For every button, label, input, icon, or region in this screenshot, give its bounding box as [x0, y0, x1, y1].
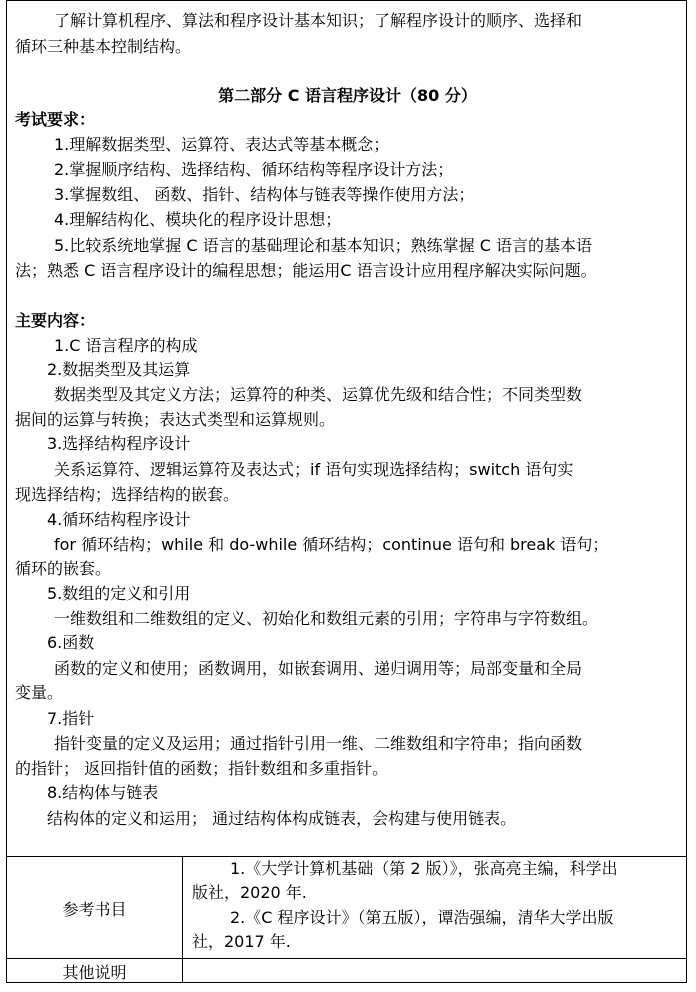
content-line: 1.C 语言程序的构成	[54, 336, 198, 355]
content-line: 现选择结构；选择结构的嵌套。	[15, 485, 240, 504]
content-line: 据间的运算与转换；表达式类型和运算规则。	[15, 410, 336, 429]
requirements-heading: 考试要求：	[15, 110, 96, 129]
content-line: 4.循环结构程序设计	[47, 510, 191, 529]
contents-heading: 主要内容：	[15, 311, 96, 330]
reference-line: 2.《C 程序设计》（第五版），谭浩强编，清华大学出版	[230, 908, 614, 927]
requirement-item: 3.掌握数组、 函数、指针、结构体与链表等操作使用方法；	[54, 185, 475, 204]
requirement-item: 1.理解数据类型、运算符、表达式等基本概念；	[54, 135, 390, 154]
content-line: 结构体的定义和运用； 通过结构体构成链表，会构建与使用链表。	[47, 809, 517, 828]
intro-line: 了解计算机程序、算法和程序设计基本知识；了解程序设计的顺序、选择和	[54, 11, 583, 30]
content-line: 变量。	[15, 683, 64, 702]
requirement-item: 5.比较系统地掌握 C 语言的基础理论和基本知识；熟练掌握 C 语言的基本语	[54, 236, 592, 255]
content-line: 一维数组和二维数组的定义、初始化和数组元素的引用；字符串与字符数组。	[54, 609, 599, 628]
content-line: 函数的定义和使用；函数调用，如嵌套调用、递归调用等；局部变量和全局	[54, 659, 583, 678]
references-row	[7, 857, 686, 959]
content-line: 3.选择结构程序设计	[47, 434, 191, 453]
requirement-item: 2.掌握顺序结构、选择结构、循环结构等程序设计方法；	[54, 160, 454, 179]
content-line: 关系运算符、逻辑运算符及表达式；if 语句实现选择结构；switch 语句实	[54, 460, 574, 479]
content-line: 数据类型及其定义方法；运算符的种类、运算优先级和结合性；不同类型数	[54, 385, 583, 404]
reference-line: 社，2017 年.	[192, 932, 291, 951]
content-line: 的指针； 返回指针值的函数；指针数组和多重指针。	[15, 759, 389, 778]
content-line: 5.数组的定义和引用	[47, 584, 191, 603]
syllabus-table	[6, 0, 687, 983]
part-title: 第二部分 C 语言程序设计（80 分）	[218, 86, 477, 105]
requirement-item: 法；熟悉 C 语言程序设计的编程思想；能运用C 语言设计应用程序解决实际问题。	[15, 261, 597, 280]
content-line: 8.结构体与链表	[47, 783, 159, 802]
content-line: 指针变量的定义及运用；通过指针引用一维、二维数组和字符串；指向函数	[54, 734, 583, 753]
references-label: 参考书目	[62, 900, 127, 919]
syllabus-main-cell	[7, 1, 686, 857]
other-row	[7, 959, 686, 983]
content-line: 2.数据类型及其运算	[47, 360, 191, 379]
other-label: 其他说明	[62, 963, 127, 982]
content-line: 7.指针	[47, 709, 95, 728]
content-line: for 循环结构；while 和 do-while 循环结构；continue 语句和 break 语句；	[54, 535, 609, 554]
content-line: 6.函数	[47, 633, 95, 652]
intro-line: 循环三种基本控制结构。	[15, 37, 192, 56]
requirement-item: 4.理解结构化、模块化的程序设计思想；	[54, 210, 342, 229]
reference-line: 1.《大学计算机基础（第 2 版）》，张高亮主编，科学出	[230, 859, 618, 878]
content-line: 循环的嵌套。	[15, 559, 112, 578]
column-divider	[182, 857, 183, 982]
reference-line: 版社，2020 年.	[192, 883, 307, 902]
